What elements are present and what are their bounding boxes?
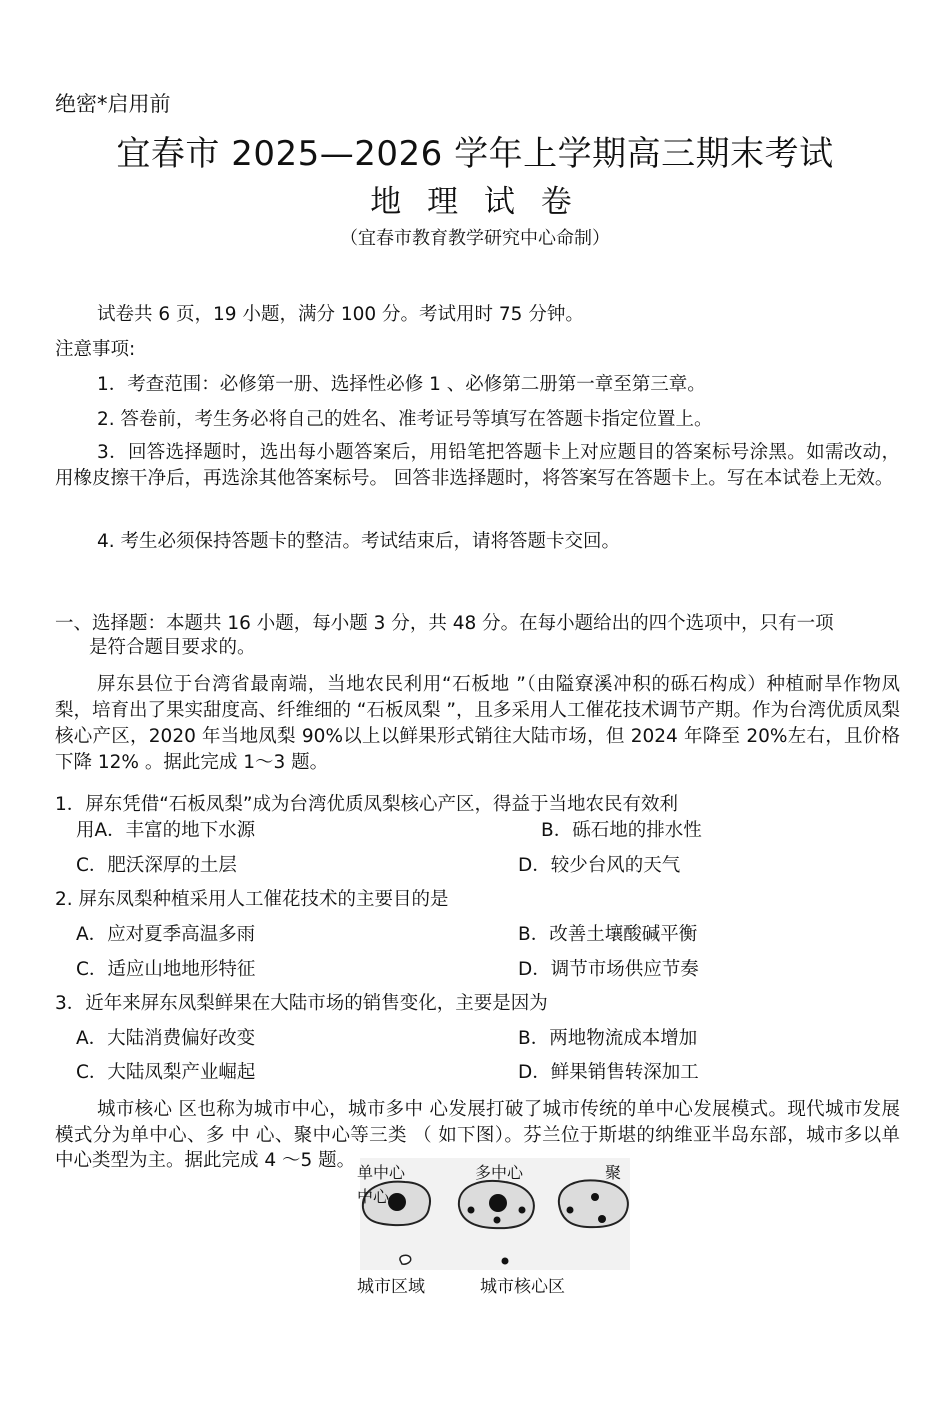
notice-heading: 注意事项: xyxy=(55,339,136,360)
section-heading-line1: 一、选择题：本题共 16 小题，每小题 3 分，共 48 分。在每小题给出的四个选项中，只有一项 xyxy=(55,613,834,634)
label-multi-center: 多中心 xyxy=(475,1163,524,1182)
exam-title: 宜春市 2025—2026 学年上学期高三期末考试 xyxy=(116,134,834,174)
city-model-diagram xyxy=(355,1158,635,1298)
cluster-core xyxy=(591,1193,599,1201)
question-1-option-b: B．砾石地的排水性 xyxy=(541,820,702,841)
legend-core-symbol xyxy=(502,1258,509,1265)
question-3-option-c: C．大陆凤梨产业崛起 xyxy=(76,1062,256,1083)
question-1-option-a: 用A．丰富的地下水源 xyxy=(76,820,256,841)
question-2-option-c: C．适应山地地形特征 xyxy=(76,959,256,980)
passage-pingtung-pineapple: 屏东县位于台湾省最南端，当地农民利用“石板地 ”（由隘寮溪冲积的砾石构成）种植耐旱作物凤梨，培育出了果实甜度高、纤维细的 “石板凤梨 ”，且多采用人工催花技术调节产期。作为台湾优质凤梨核心产区，2020 年当地凤梨 90%以上以鲜果形式销往大陆市场，但 2024 年降至 20%左右，且价格下降 12% 。据此完成 1～3 题。 xyxy=(55,674,900,773)
subject-title: 地 理 试 卷 xyxy=(370,184,580,220)
issuing-organization: （宜春市教育教学研究中心命制） xyxy=(340,228,610,249)
question-1-option-c: C．肥沃深厚的土层 xyxy=(76,855,237,876)
question-2-option-a: A．应对夏季高温多雨 xyxy=(76,924,256,945)
multi-center-sub-core xyxy=(468,1207,475,1214)
question-3-option-a: A．大陆消费偏好改变 xyxy=(76,1028,256,1049)
cluster-core xyxy=(567,1207,574,1214)
question-1-option-d: D．较少台风的天气 xyxy=(518,855,681,876)
question-2-option-b: B．改善土壤酸碱平衡 xyxy=(518,924,698,945)
passage-urban-centers: 城市核心 区也称为城市中心，城市多中 心发展打破了城市传统的单中心发展模式。现代城市发展模式分为单中心、多 中 心、聚中心等三类 （ 如下图）。芬兰位于斯堪的纳维亚半岛东部，城市多以单中心类型为主。据此完成 4 ～5 题。 xyxy=(55,1099,900,1171)
question-2-option-d: D．调节市场供应节奏 xyxy=(518,959,699,980)
question-3-option-d: D．鲜果销售转深加工 xyxy=(518,1062,699,1083)
legend-city-area-symbol xyxy=(400,1255,411,1264)
confidential-mark: 绝密*启用前 xyxy=(55,92,171,116)
cluster-city-area xyxy=(559,1180,628,1227)
label-single-center-line2: 中心 xyxy=(357,1187,390,1206)
section-heading-line2: 是符合题目要求的。 xyxy=(89,637,256,658)
question-2-stem: 2. 屏东凤梨种植采用人工催花技术的主要目的是 xyxy=(55,889,449,910)
legend-city-area-label: 城市区域 xyxy=(357,1277,425,1297)
single-center-core xyxy=(388,1193,406,1211)
question-3-option-b: B．两地物流成本增加 xyxy=(518,1028,698,1049)
cluster-core xyxy=(598,1215,606,1223)
notice-item-2: 2. 答卷前，考生务必将自己的姓名、准考证号等填写在答题卡指定位置上。 xyxy=(97,409,713,430)
label-cluster-center: 聚 xyxy=(605,1163,622,1182)
notice-item-4: 4. 考生必须保持答题卡的整洁。考试结束后，请将答题卡交回。 xyxy=(97,531,621,552)
legend-core-label: 城市核心区 xyxy=(480,1277,565,1297)
label-single-center-line1: 单中心 xyxy=(357,1163,406,1182)
multi-center-sub-core xyxy=(494,1217,501,1224)
multi-center-main-core xyxy=(489,1194,507,1212)
notice-item-1: 1．考查范围：必修第一册、选择性必修 1 、必修第二册第一章至第三章。 xyxy=(97,374,706,395)
question-1-stem: 1．屏东凭借“石板凤梨”成为台湾优质凤梨核心产区，得益于当地农民有效利 xyxy=(55,794,678,815)
exam-intro: 试卷共 6 页，19 小题，满分 100 分。考试用时 75 分钟。 xyxy=(97,304,584,325)
question-3-stem: 3．近年来屏东凤梨鲜果在大陆市场的销售变化，主要是因为 xyxy=(55,993,548,1014)
notice-item-3: 3．回答选择题时，选出每小题答案后，用铅笔把答题卡上对应题目的答案标号涂黑。如需改动，用橡皮擦干净后，再选涂其他答案标号。 回答非选择题时，将答案写在答题卡上。写在本试卷上无效。 xyxy=(55,442,900,489)
multi-center-sub-core xyxy=(519,1207,526,1214)
